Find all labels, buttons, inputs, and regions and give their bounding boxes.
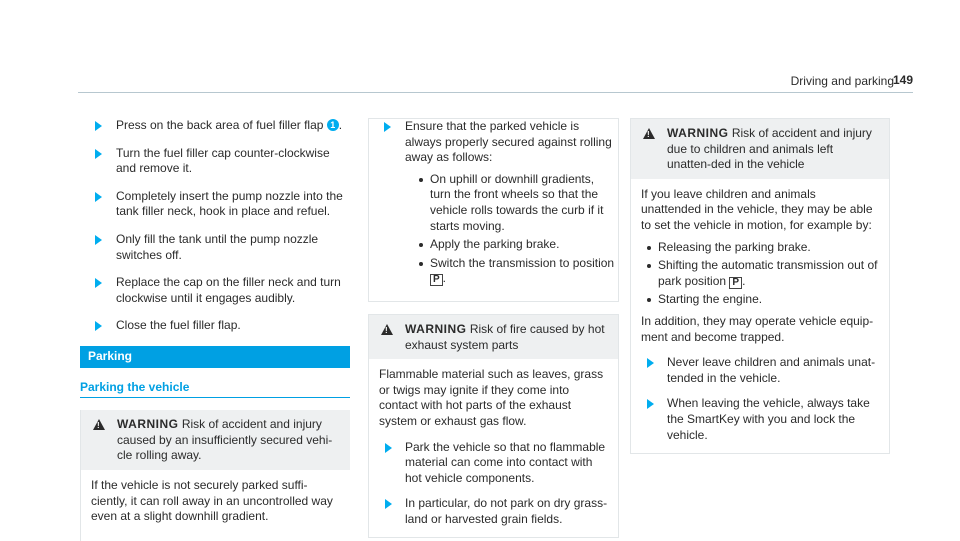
warning-header: [631, 119, 889, 179]
step-arrow-icon: [385, 499, 392, 509]
callout-number-badge: 1: [327, 119, 339, 131]
warning-title: Risk of accident and injury due to children and animals left unatten-ded in the vehicle: [667, 126, 872, 172]
list-item: Switch the transmission to position P .: [417, 256, 618, 287]
step-item: Close the fuel filler flap.: [80, 318, 350, 334]
instruction-box: [368, 118, 619, 302]
step-arrow-icon: [95, 121, 102, 131]
list-item: Apply the parking brake.: [417, 237, 618, 253]
column-3: [630, 118, 890, 454]
running-header-title: Driving and parking: [790, 74, 894, 88]
warning-word: WARNING: [117, 417, 179, 432]
column-1: [80, 118, 350, 541]
warning-triangle-icon: [381, 324, 393, 335]
step-arrow-icon: [95, 321, 102, 331]
step-item: Park the vehicle so that no flammable material can come into contact with hot vehicle components.: [379, 440, 608, 487]
step-arrow-icon: [95, 149, 102, 159]
warning-word: WARNING: [405, 321, 467, 336]
warning-body: If you leave children and animals unattended in the vehicle, they may be able to set the vehicle in motion, for example by: Releasing the parking brake. Shifting the automatic transmission out of park position P . Starting the engine. In addition, they may operate vehicle equip-ment and become trapped. Never leave children and animals unat-tended in the vehicle. When leaving the vehicle, always take the SmartKey with you and lock the vehicle.: [641, 186, 878, 442]
list-item: Shifting the automatic transmission out of park position P .: [645, 258, 879, 289]
step-arrow-icon: [95, 235, 102, 245]
warning-box: [368, 314, 619, 539]
column-2: [368, 118, 619, 538]
warning-title: Risk of fire caused by hot exhaust system parts: [405, 321, 605, 352]
warning-header: [369, 315, 618, 359]
list-item: Releasing the parking brake.: [645, 240, 879, 256]
warning-title: Risk of accident and injury caused by an insufficiently secured vehi-cle rolling away.: [117, 417, 333, 463]
step-item: In particular, do not park on dry grass-land or harvested grain fields.: [379, 496, 608, 527]
step-item: Only fill the tank until the pump nozzle switches off.: [80, 232, 350, 263]
list-item: Starting the engine.: [645, 292, 879, 308]
warning-box: [630, 118, 890, 454]
bullet-list: [641, 240, 879, 308]
warning-body: Flammable material such as leaves, grass or twigs may ignite if they come into contact with hot parts of the exhaust system or exhaust gas flow. Park the vehicle so that no flammable material can come into contact with hot vehicle components. In particular, do not park on dry grass-land or harvested grain fields.: [379, 367, 608, 526]
warning-triangle-icon: [93, 419, 105, 430]
park-position-symbol: P: [729, 277, 742, 289]
header-rule: [78, 92, 913, 93]
step-arrow-icon: [385, 443, 392, 453]
step-arrow-icon: [647, 399, 654, 409]
step-item: Ensure that the parked vehicle is always properly secured against rolling away as follows:: [369, 119, 618, 166]
step-arrow-icon: [95, 278, 102, 288]
step-item: When leaving the vehicle, always take the SmartKey with you and lock the vehicle.: [641, 396, 879, 443]
warning-body: If the vehicle is not securely parked suffi-ciently, it can roll away in an uncontrolled way even at a slight downhill gradient.: [91, 477, 333, 524]
park-position-symbol: P: [430, 274, 443, 286]
step-item: Never leave children and animals unat-tended in the vehicle.: [641, 355, 879, 386]
warning-box: [80, 410, 350, 541]
step-arrow-icon: [384, 122, 391, 132]
section-title-bar: Parking: [80, 346, 350, 368]
step-item: Press on the back area of fuel filler flap 1 .: [80, 118, 350, 134]
step-arrow-icon: [95, 192, 102, 202]
step-arrow-icon: [647, 358, 654, 368]
subheading: Parking the vehicle: [80, 380, 350, 399]
list-item: On uphill or downhill gradients, turn the front wheels so that the vehicle rolls towards the curb if it starts moving.: [417, 172, 618, 234]
page-number: 149: [892, 73, 913, 87]
warning-word: WARNING: [667, 126, 729, 140]
step-item: Replace the cap on the filler neck and turn clockwise until it engages audibly.: [80, 275, 350, 306]
warning-triangle-icon: [643, 128, 655, 139]
step-item: Turn the fuel filler cap counter-clockwise and remove it.: [80, 146, 350, 177]
step-item: Completely insert the pump nozzle into the tank filler neck, hook in place and refuel.: [80, 189, 350, 220]
warning-header: [81, 410, 350, 470]
bullet-list: [369, 172, 618, 287]
